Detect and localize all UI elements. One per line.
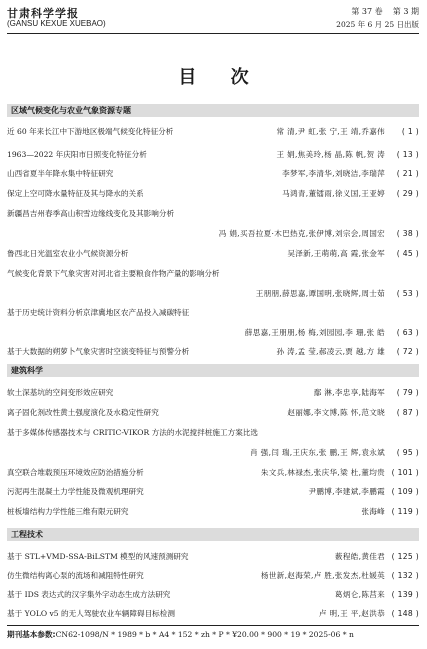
toc-entry[interactable]	[7, 147, 419, 162]
article-title: 基于多媒体传感器技术与 CRITIC-VIKOR 方法的水泥搅拌桩施工方案比选	[7, 428, 258, 437]
toc-entry[interactable]	[7, 186, 419, 201]
page-number: ( 21 )	[396, 169, 419, 178]
footer-divider	[7, 625, 419, 626]
article-authors: 冯 娟,买吾拉夏·木巴热克,张伊博,刘宗会,周国宏	[218, 229, 385, 238]
article-title: 基于大数据的朔萝卜气象灾害时空演变特征与预警分析	[7, 347, 190, 356]
toc-entry-continuation[interactable]	[7, 445, 419, 460]
page-number: ( 45 )	[396, 249, 419, 258]
journal-parameters	[7, 629, 354, 641]
article-title: 基于 YOLO v5 的无人驾驶农业车辆障碍目标检测	[7, 609, 175, 618]
article-authors: 常 清,尹 虹,张 宁,王 靖,乔嘉伟	[276, 127, 385, 136]
article-title: 1963—2022 年庆阳市日照变化特征分析	[7, 150, 147, 159]
page-number: ( 79 )	[396, 388, 419, 397]
section-header	[7, 364, 419, 377]
article-title: 污泥再生混凝土力学性能及微观机理研究	[7, 487, 144, 496]
article-authors: 薮程皓,黄佳君	[334, 552, 385, 561]
article-authors: 薛思嘉,王朋朋,杨 梅,刘园园,李 珊,张 皓	[244, 328, 385, 337]
article-authors: 张海峰	[361, 507, 385, 516]
page-number: ( 148 )	[391, 609, 419, 618]
article-title: 新疆昌吉州春季高山积雪边缘线变化及其影响分析	[7, 209, 175, 218]
section-header	[7, 528, 419, 541]
article-title: 真空联合堆载预压环境效应防治措施分析	[7, 468, 144, 477]
toc-entry[interactable]	[7, 568, 419, 583]
page-number: ( 109 )	[391, 487, 419, 496]
article-authors: 吴泽新,王萌萌,高 霞,张金军	[287, 249, 385, 258]
toc-entry[interactable]	[7, 246, 419, 261]
article-authors: 赵丽娜,李文博,陈 怀,范文晓	[287, 408, 385, 417]
article-authors: 孙 涛,孟 莹,郝凌云,贾 越,方 雄	[276, 347, 385, 356]
article-authors: 杨世新,赵海荣,卢 胜,张发杰,杜媛英	[260, 571, 385, 580]
article-authors: 马鸿青,董镭雨,徐义国,王亚婷	[282, 189, 385, 198]
article-title: 仿生微结构离心泵的流场和减阻特性研究	[7, 571, 144, 580]
article-authors: 王 娟,焦美玲,杨 晶,陈 帆,贺 涛	[276, 150, 385, 159]
article-authors: 尹鹏博,李建斌,李鹏霞	[308, 487, 385, 496]
page-number: ( 53 )	[396, 289, 419, 298]
toc-entry[interactable]	[7, 465, 419, 480]
header-divider	[7, 33, 419, 34]
article-authors: 卢 明,王 平,赵洪恭	[318, 609, 385, 618]
toc-entry-continuation[interactable]	[7, 226, 419, 241]
toc-entry-continuation[interactable]	[7, 325, 419, 340]
toc-entry[interactable]	[7, 206, 419, 221]
page-number: ( 13 )	[396, 150, 419, 159]
toc-entry-continuation[interactable]	[7, 286, 419, 301]
article-authors: 王朋朋,薛思嘉,谭国明,张晓辉,周士茹	[255, 289, 385, 298]
toc-entry[interactable]	[7, 425, 419, 440]
article-title: 保定上空可降水量特征及其与降水的关系	[7, 189, 144, 198]
article-authors: 李梦军,李清华,刘晓洁,李瑞萍	[282, 169, 385, 178]
article-title: 气候变化背景下气象灾害对河北省主要粮食作物产量的影响分析	[7, 269, 220, 278]
toc-entry[interactable]	[7, 484, 419, 499]
page-number: ( 119 )	[391, 507, 419, 516]
page-number: ( 95 )	[396, 448, 419, 457]
toc-entry[interactable]	[7, 606, 419, 621]
page-number: ( 139 )	[391, 590, 419, 599]
journal-header	[7, 5, 419, 31]
toc-entry[interactable]	[7, 166, 419, 181]
article-authors: 肖 强,闫 瑞,王庆东,张 鹏,王 辉,袁永斌	[250, 448, 385, 457]
toc-entry[interactable]	[7, 344, 419, 359]
article-authors: 朱文兵,林禄杰,张庆华,梁 杜,董均贵	[260, 468, 385, 477]
article-title: 软土深基坑的空间变形效应研究	[7, 388, 114, 397]
section-label: 区域气候变化与农业气象资源专题	[11, 106, 131, 115]
section-label: 工程技术	[11, 530, 43, 539]
page-number: ( 87 )	[396, 408, 419, 417]
article-title: 基于历史统计资料分析京津冀地区农产品投入减碳特征	[7, 308, 190, 317]
page-number: ( 125 )	[391, 552, 419, 561]
page-title: 目 次	[178, 67, 263, 88]
toc-entry[interactable]	[7, 504, 419, 519]
toc-entry[interactable]	[7, 587, 419, 602]
parameters-value: CN62-1098/N * 1989 * b * A4 * 152 * zh * P * ¥20.00 * 900 * 19 * 2025-06 * n	[55, 630, 354, 639]
article-title: 离子固化剂改性黄土强度演化及水稳定性研究	[7, 408, 159, 417]
page-number: ( 72 )	[396, 347, 419, 356]
parameters-label: 期刊基本参数:	[7, 630, 56, 639]
page-number: ( 29 )	[396, 189, 419, 198]
page-number: ( 1 )	[401, 127, 419, 136]
article-title: 桩板墙结构力学性能三维有限元研究	[7, 507, 129, 516]
journal-name-cn: 甘肃科学学报	[7, 7, 79, 20]
article-title: 基于 IDS 表达式的汉字集外字动态生成方法研究	[7, 590, 171, 599]
page-number: ( 63 )	[396, 328, 419, 337]
article-authors: 鄢 淋,李忠享,陆海军	[313, 388, 385, 397]
volume-issue: 第 37 卷 第 3 期	[351, 7, 419, 16]
article-title: 山西省夏半年降水集中特征研究	[7, 169, 114, 178]
toc-entry[interactable]	[7, 405, 419, 420]
toc-entry[interactable]	[7, 124, 419, 139]
article-authors: 葛炳仑,陈莒来	[334, 590, 385, 599]
article-title: 鲁西北日光温室农业小气候资源分析	[7, 249, 129, 258]
journal-name-en: (GANSU KEXUE XUEBAO)	[7, 19, 106, 28]
article-title: 近 60 年来长江中下游地区极端气候变化特征分析	[7, 127, 174, 136]
article-title: 基于 STL+VMD-SSA-BiLSTM 模型的风速预测研究	[7, 552, 189, 561]
page-number: ( 38 )	[396, 229, 419, 238]
toc-entry[interactable]	[7, 549, 419, 564]
page-number: ( 132 )	[391, 571, 419, 580]
page-number: ( 101 )	[391, 468, 419, 477]
section-header	[7, 104, 419, 117]
toc-entry[interactable]	[7, 266, 419, 281]
section-label: 建筑科学	[11, 366, 43, 375]
publication-date: 2025 年 6 月 25 日出版	[336, 20, 419, 29]
toc-entry[interactable]	[7, 305, 419, 320]
toc-entry[interactable]	[7, 385, 419, 400]
